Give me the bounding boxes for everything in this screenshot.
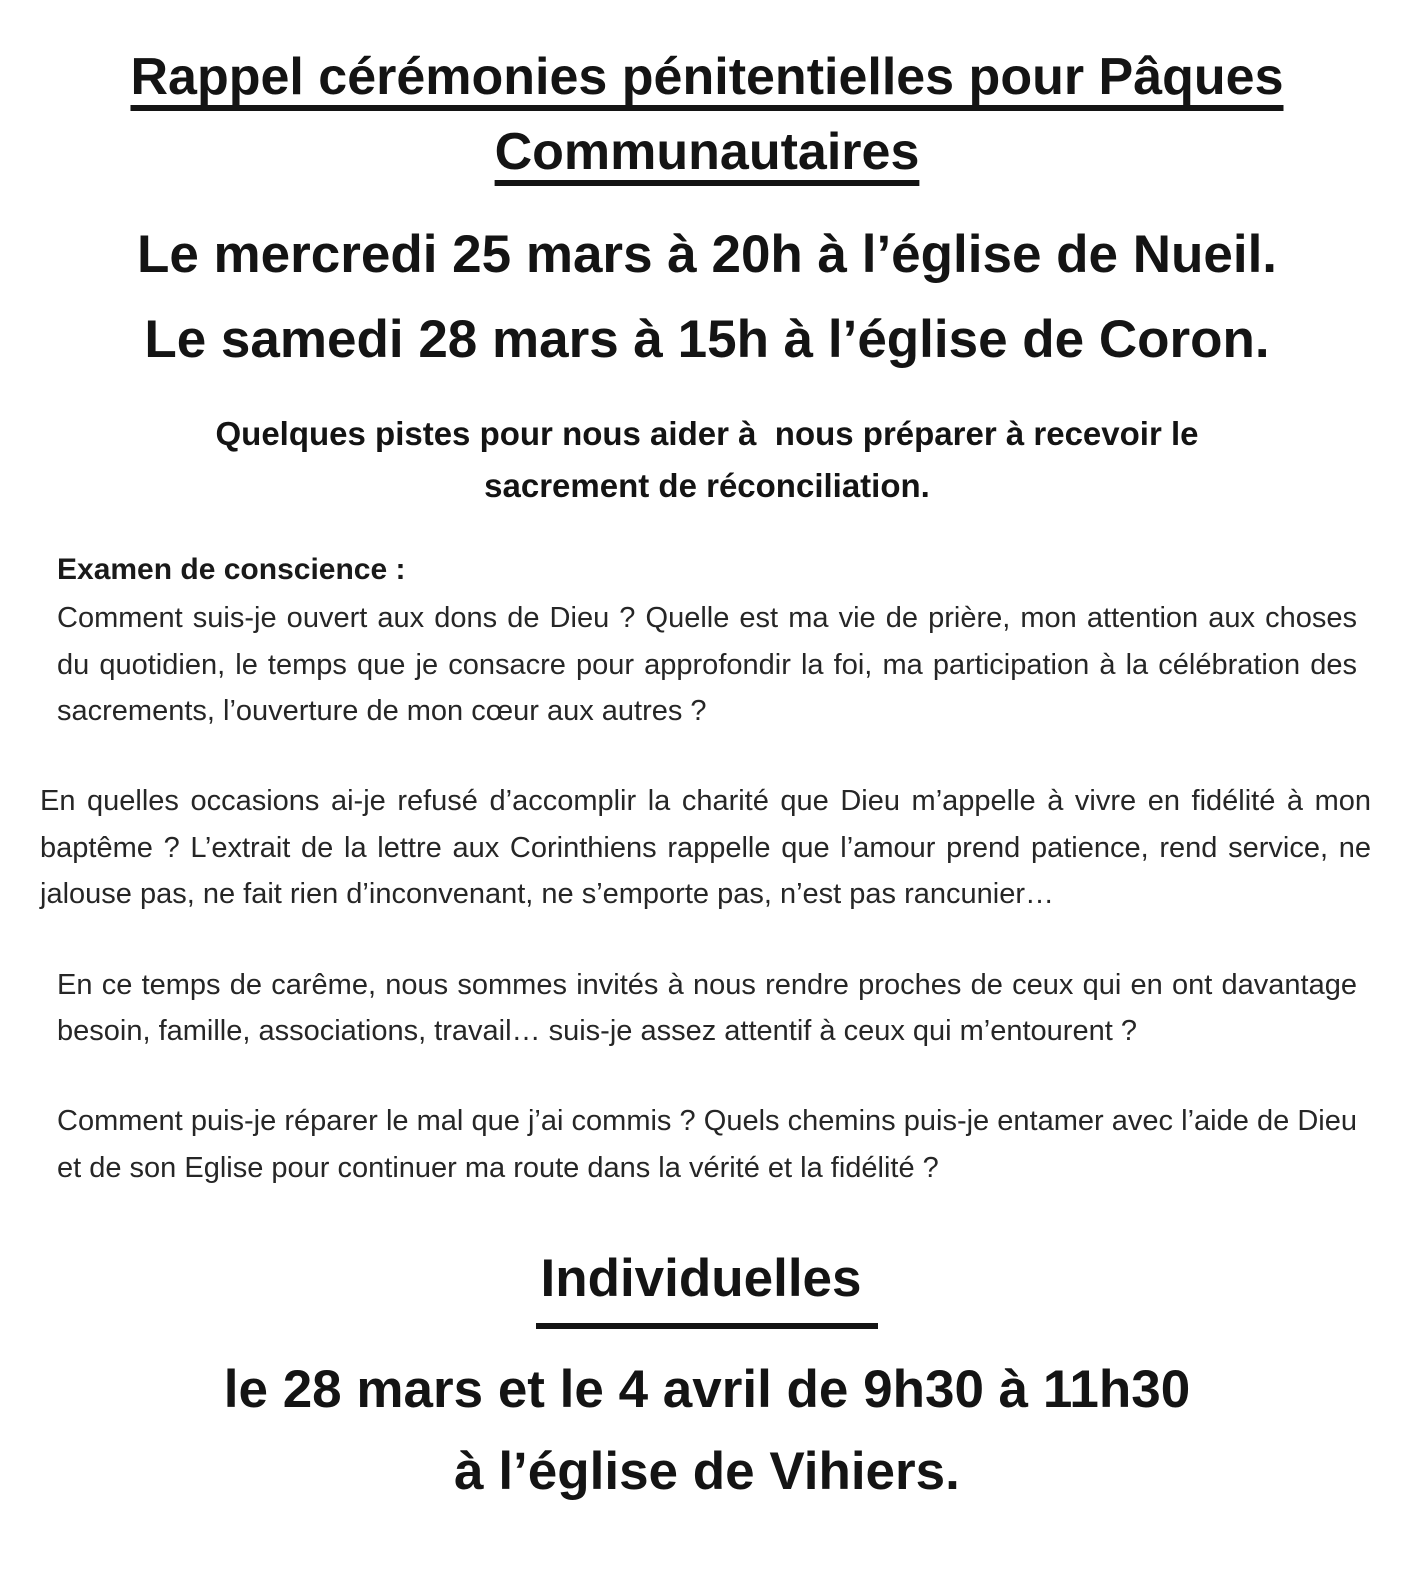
- paragraph-ouverture-aux-dons: Comment suis-je ouvert aux dons de Dieu ? Quelle est ma vie de prière, mon attention aux choses du quotidien, le temps que je consacre pour approfondir la foi, ma participation à la célébration des sacrements, l’ouverture de mon cœur aux autres ?: [57, 602, 1357, 727]
- paragraph-reparer-le-mal: Comment puis-je réparer le mal que j’ai commis ? Quels chemins puis-je entamer avec l’aide de Dieu et de son Eglise pour continuer ma route dans la vérité et la fidélité ?: [57, 1105, 1357, 1184]
- schedule-line-nueil: Le mercredi 25 mars à 20h à l’église de Nueil.: [136, 224, 1278, 284]
- individuelles-section: [0, 1243, 1414, 1513]
- paragraph-charite-bapteme: En quelles occasions ai-je refusé d’accomplir la charité que Dieu m’appelle à vivre en fidélité à mon baptême ? L’extrait de la lettre aux Corinthiens rappelle que l’amour prend patience, rend service, ne jalouse pas, ne fait rien d’inconvenant, ne s’emporte pas, n’est pas rancunier…: [40, 785, 1371, 911]
- individuelles-heading-text: Individuelles: [536, 1243, 877, 1329]
- individuelles-schedule-dates: le 28 mars et le 4 avril de 9h30 à 11h30: [223, 1359, 1191, 1419]
- communal-schedule: [16, 213, 1398, 383]
- individuelles-heading: [0, 1243, 1414, 1329]
- page-title: Rappel cérémonies pénitentielles pour Pâques Communautaires: [130, 48, 1284, 182]
- examen-heading: Examen de conscience :: [57, 552, 406, 586]
- examen-section: [40, 547, 1371, 1191]
- individuelles-schedule-place: à l’église de Vihiers.: [454, 1441, 960, 1501]
- paragraph-temps-de-careme: En ce temps de carême, nous sommes invités à nous rendre proches de ceux qui en ont davantage besoin, famille, associations, travail… suis-je assez attentif à ceux qui m’entourent ?: [57, 968, 1357, 1047]
- subtitle: Quelques pistes pour nous aider à nous préparer à recevoir le sacrement de réconciliation.: [215, 415, 1208, 504]
- schedule-line-coron: Le samedi 28 mars à 15h à l’église de Coron.: [144, 309, 1270, 369]
